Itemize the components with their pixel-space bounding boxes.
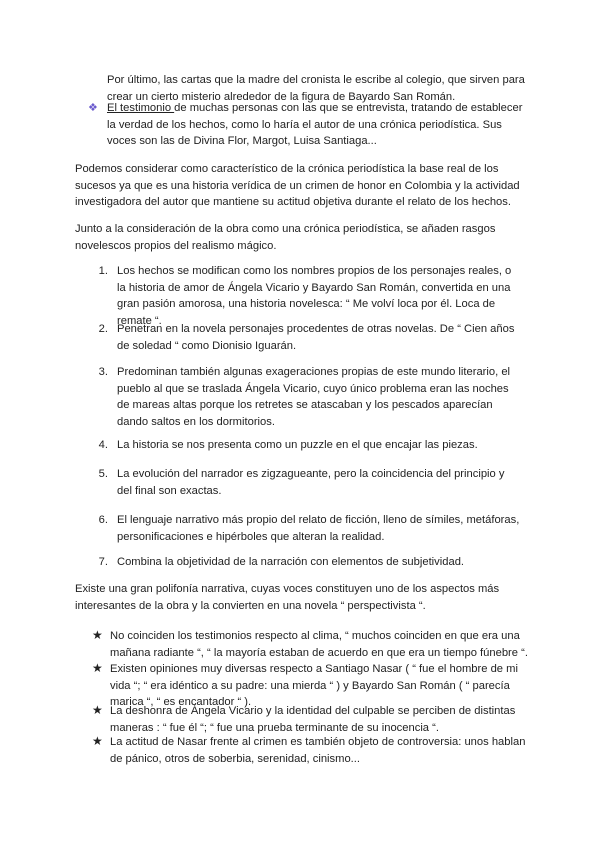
- diamond-bullet-item: [88, 100, 528, 150]
- star-icon: ★: [92, 628, 103, 642]
- star-icon: ★: [92, 661, 103, 675]
- list-item: 1. Los hechos se modifican como los nombres propios de los personajes reales, o la historia de amor de Ángela Vicario y Bayardo San Román, convertida en una gran pasión amorosa, una historia novelesca: “ Me volví loca por él. Loca de remate “.: [98, 265, 512, 327]
- underlined-phrase: El testimonio: [107, 102, 175, 114]
- list-item: ★ La actitud de Nasar frente al crimen es también objeto de controversia: unos hablan de pánico, otros de soberbia, serenidad, cinismo...: [92, 734, 526, 765]
- star-icon: ★: [92, 703, 103, 717]
- paragraph-polyphony: Existe una gran polifonía narrativa, cuyas voces constituyen uno de los aspectos más interesantes de la obra y la convierten en una novela “ perspectivista “.: [75, 583, 500, 612]
- list-item: 3. Predominan también algunas exageraciones propias de este mundo literario, el pueblo al que se traslada Ángela Vicario, cuyo único problema eran las noches de mareas altas porque los retretes se atascaban y los pescados aparecían dando saltos en los dormitorios.: [98, 366, 511, 428]
- diamond-bullet-icon: ❖: [88, 102, 98, 114]
- list-item: 6. El lenguaje narrativo más propio del relato de ficción, lleno de símiles, metáforas, personificaciones e hipérboles que alteran la realidad.: [98, 514, 520, 543]
- star-icon: ★: [92, 734, 103, 748]
- bullet-rest: de muchas personas con las que se entrevista, tratando de establecer la verdad de los hechos, como lo haría el autor de una crónica periodística. Sus voces son las de Divina Flor, Margot, Luisa Santiaga...: [107, 102, 523, 147]
- list-item: ★ La deshonra de Ángela Vicario y la identidad del culpable se perciben de distintas maneras : “ fue él “; “ fue una prueba terminante de su inocencia “.: [92, 703, 516, 734]
- paragraph-chronicle: Podemos considerar como característico de la crónica periodística la base real de los sucesos ya que es una historia verídica de un crimen de honor en Colombia y la actividad investigadora del autor que mantiene su actitud objetiva durante el relato de los hechos.: [75, 163, 520, 208]
- list-item: 2. Penetran en la novela personajes procedentes de otras novelas. De “ Cien años de soledad “ como Dionisio Iguarán.: [98, 323, 515, 352]
- list-item: ★ No coinciden los testimonios respecto al clima, “ muchos coinciden en que era una mañana radiante “, “ la mayoría estaban de acuerdo en que era un tiempo fúnebre “.: [92, 628, 528, 659]
- intro-continuation: Por último, las cartas que la madre del cronista le escribe al colegio, que sirven para crear un cierto misterio alrededor de la figura de Bayardo San Román.: [107, 74, 525, 103]
- list-item: ★ Existen opiniones muy diversas respecto a Santiago Nasar ( “ fue el hombre de mi vida “; “ era idéntico a su padre: una mierda “ ) y Bayardo San Román ( “ parecía marica “, “ es encantador “ ).: [92, 661, 518, 708]
- list-item: 4. La historia se nos presenta como un puzzle en el que encajar las piezas.: [98, 439, 478, 451]
- bullet-text: [107, 100, 528, 150]
- paragraph-magic-realism: Junto a la consideración de la obra como una crónica periodística, se añaden rasgos novelescos propios del realismo mágico.: [75, 223, 496, 252]
- list-item: 5. La evolución del narrador es zigzagueante, pero la coincidencia del principio y del final son exactas.: [98, 468, 505, 497]
- list-item: 7. Combina la objetividad de la narración con elementos de subjetividad.: [98, 556, 465, 568]
